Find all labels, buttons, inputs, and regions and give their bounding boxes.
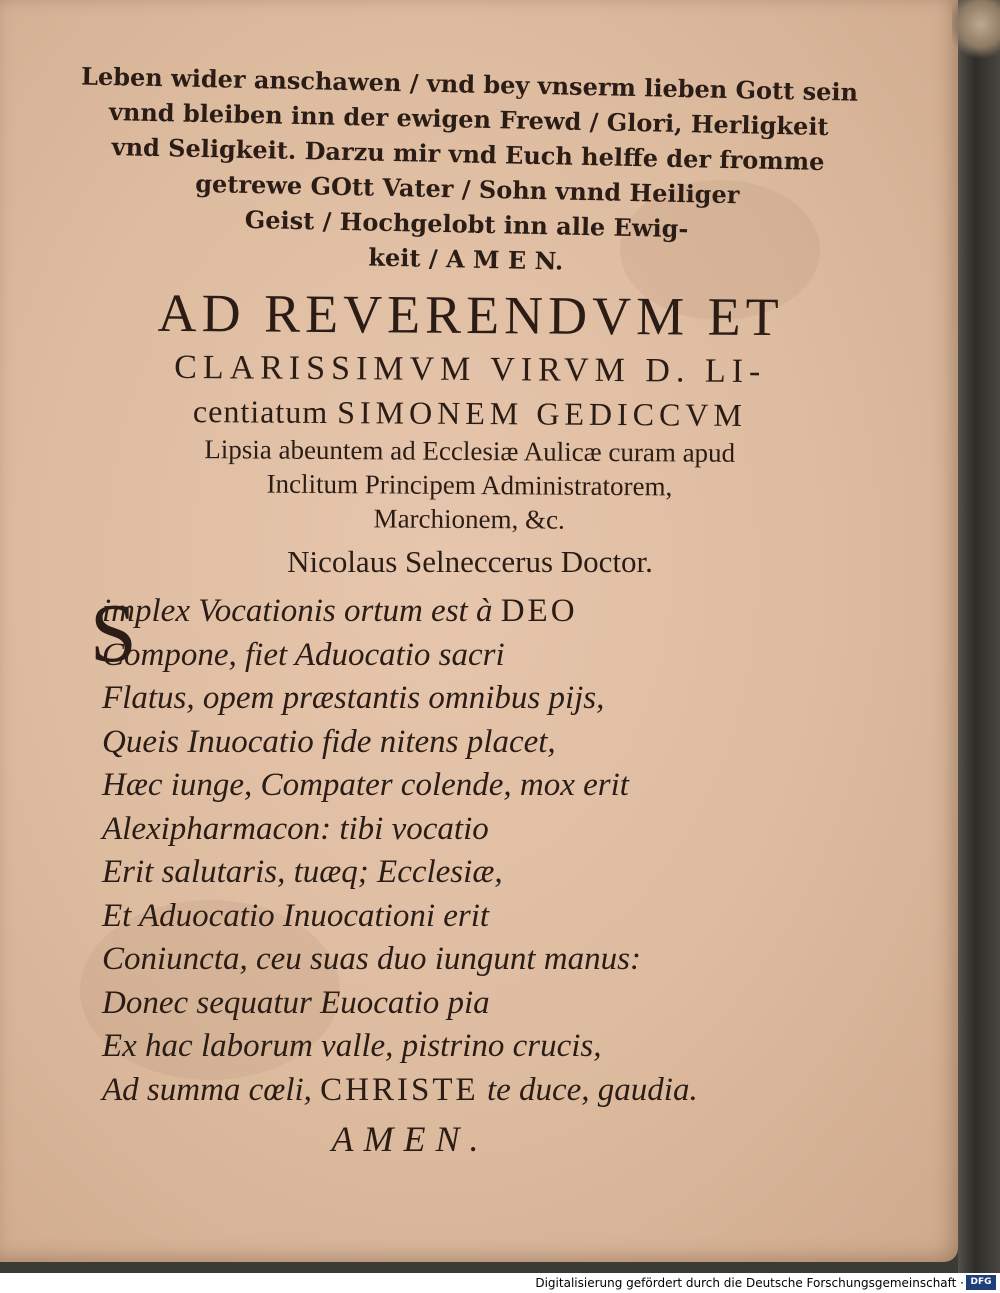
poem-line: Et Aduocatio Inuocationi erit [102, 897, 490, 934]
poem-line-text: te duce, gaudia. [486, 1071, 698, 1108]
poem-line: Donec sequatur Euocatio pia [102, 984, 490, 1021]
title-line-5: Inclitum Principem Administratorem, [266, 468, 673, 502]
page-content [60, 58, 880, 1162]
poem-line-caps: CHRISTE [320, 1071, 479, 1108]
fraktur-line: vnnd bleiben inn der ewigen Frewd / Glori, Herligkeit [108, 97, 829, 142]
poem-line: Erit salutaris, tuæq; Ecclesiæ, [102, 854, 503, 890]
fraktur-paragraph [56, 58, 880, 285]
poem-line: Queis Inuocatio fide nitens placet, [102, 723, 556, 760]
funding-notice: Digitalisierung gefördert durch die Deutsche Forschungsgemeinschaft · [535, 1276, 964, 1290]
poem-line: Compone, fiet Aduocatio sacri [102, 636, 505, 673]
dedication-title [59, 279, 881, 539]
title-line-3-caps: SIMONEM GEDICCVM [337, 394, 748, 433]
poem-line: Alexipharmacon: tibi vocatio [102, 810, 489, 847]
author-line: Nicolaus Selneccerus Doctor. [287, 544, 653, 579]
poem [60, 587, 880, 1112]
fraktur-line: vnd Seligkeit. Darzu mir vnd Euch helffe der fromme [111, 132, 825, 177]
poem-line-text: Ad summa cœli, [102, 1071, 312, 1108]
fraktur-line: Geist / Hochgelobt inn alle Ewig- [244, 204, 689, 244]
title-line-2: CLARISSIMVM VIRVM D. LI- [174, 348, 767, 391]
title-line-1: AD REVERENDVM ET [157, 282, 784, 348]
poem-line-caps: DEO [500, 593, 578, 629]
book-binding-edge [958, 0, 1000, 1273]
dfg-logo: DFG [966, 1275, 996, 1290]
drop-cap: S [90, 587, 137, 680]
poem-line [60, 590, 880, 634]
poem-line: Hæc iunge, Compater colende, mox erit [102, 767, 629, 803]
title-line-6: Marchionem, &c. [373, 503, 565, 535]
poem-line-text: implex Vocationis ortum est à [102, 593, 493, 629]
fraktur-line: keit / A M E N. [368, 242, 564, 276]
poem-line: Coniuncta, ceu suas duo iungunt manus: [102, 941, 641, 977]
closing-amen: AMEN. [331, 1119, 489, 1159]
fraktur-line: getrewe GOtt Vater / Sohn vnnd Heiliger [194, 168, 740, 210]
poem-line: Ex hac laborum valle, pistrino crucis, [102, 1028, 602, 1064]
footer-bar [0, 1273, 1000, 1293]
title-line-3-lower: centiatum [192, 393, 329, 431]
poem-line [60, 1069, 880, 1113]
title-line-4: Lipsia abeuntem ad Ecclesiæ Aulicæ curam apud [204, 434, 736, 468]
poem-line: Flatus, opem præstantis omnibus pijs, [102, 680, 605, 716]
title-line-3 [60, 389, 880, 437]
fraktur-line: Leben wider anschawen / vnd bey vnserm lieben Gott sein [80, 61, 859, 107]
torn-corner [952, 0, 1000, 60]
